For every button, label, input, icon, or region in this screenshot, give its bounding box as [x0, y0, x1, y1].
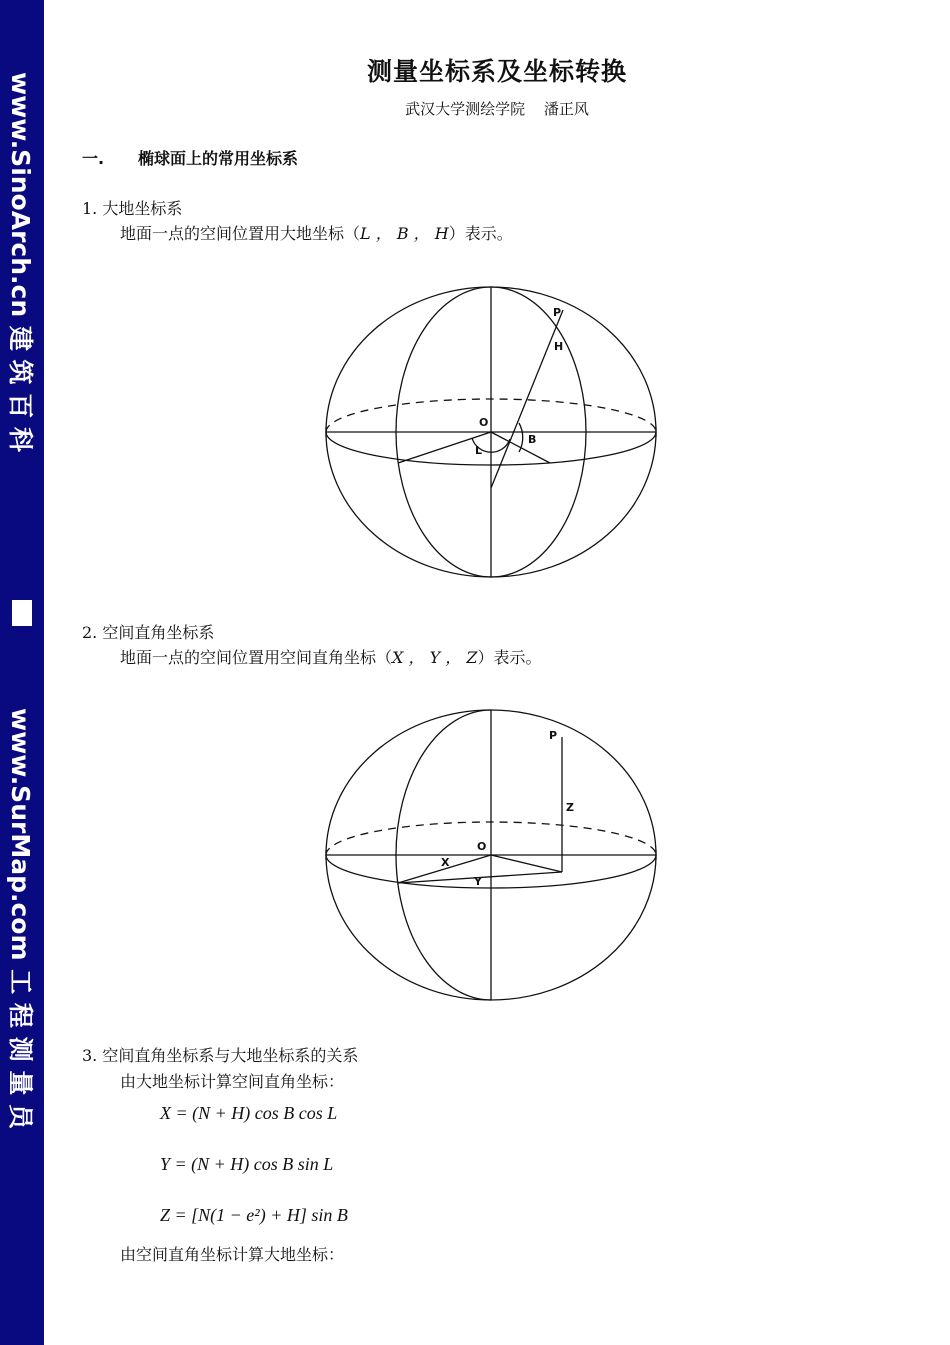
- label-h: H: [554, 340, 564, 353]
- label-p: P: [553, 306, 562, 319]
- section-title: 椭球面上的常用坐标系: [138, 149, 299, 168]
- formula-y: Y = (N + H) cos B sin L: [160, 1154, 334, 1174]
- diagram-labels: [320, 282, 665, 582]
- relation-intro-1: 由大地坐标计算空间直角坐标：: [120, 1072, 345, 1091]
- label-l: L: [475, 444, 483, 457]
- diagram-labels: [320, 705, 665, 1005]
- label-p: P: [549, 729, 558, 742]
- section-number: 一.: [82, 149, 105, 168]
- text-before: 地面一点的空间位置用大地坐标（: [120, 224, 361, 243]
- text-before: 地面一点的空间位置用空间直角坐标（: [120, 648, 393, 667]
- geodetic-diagram: [320, 282, 665, 582]
- formula-z: Z = [N(1 − e²) + H] sin B: [160, 1205, 348, 1225]
- text-after: ）表示。: [448, 224, 513, 243]
- coord-symbols: X ， Y ， Z: [392, 648, 478, 667]
- geodetic-description: [120, 221, 513, 244]
- text-after: ）表示。: [477, 648, 542, 667]
- sidebar-block: [12, 600, 32, 626]
- sidebar-banner: www.SinoArch.cn 建 筑 百 科 www.SurMap.com 工 程 测 量 员: [0, 0, 44, 1345]
- label-o: O: [477, 840, 487, 853]
- page-title: 测量坐标系及坐标转换: [366, 57, 627, 86]
- label-y: Y: [474, 875, 482, 888]
- label-b: B: [528, 433, 537, 446]
- formula-x: X = (N + H) cos B cos L: [160, 1103, 338, 1123]
- section-heading: [82, 146, 298, 169]
- relation-intro-2: 由空间直角坐标计算大地坐标：: [120, 1245, 345, 1264]
- label-o: O: [479, 416, 489, 429]
- label-x: X: [441, 856, 450, 869]
- cartesian-diagram: [320, 705, 665, 1005]
- sub-heading-relation: 3. 空间直角坐标系与大地坐标系的关系: [82, 1046, 359, 1065]
- coord-symbols: L ， B ， H: [360, 224, 449, 243]
- author-line: 武汉大学测绘学院 潘正风: [405, 100, 589, 118]
- sub-heading-cartesian: 2. 空间直角坐标系: [82, 623, 215, 642]
- sub-heading-geodetic: 1. 大地坐标系: [82, 199, 183, 218]
- label-z: Z: [566, 801, 574, 814]
- cartesian-description: [120, 645, 541, 668]
